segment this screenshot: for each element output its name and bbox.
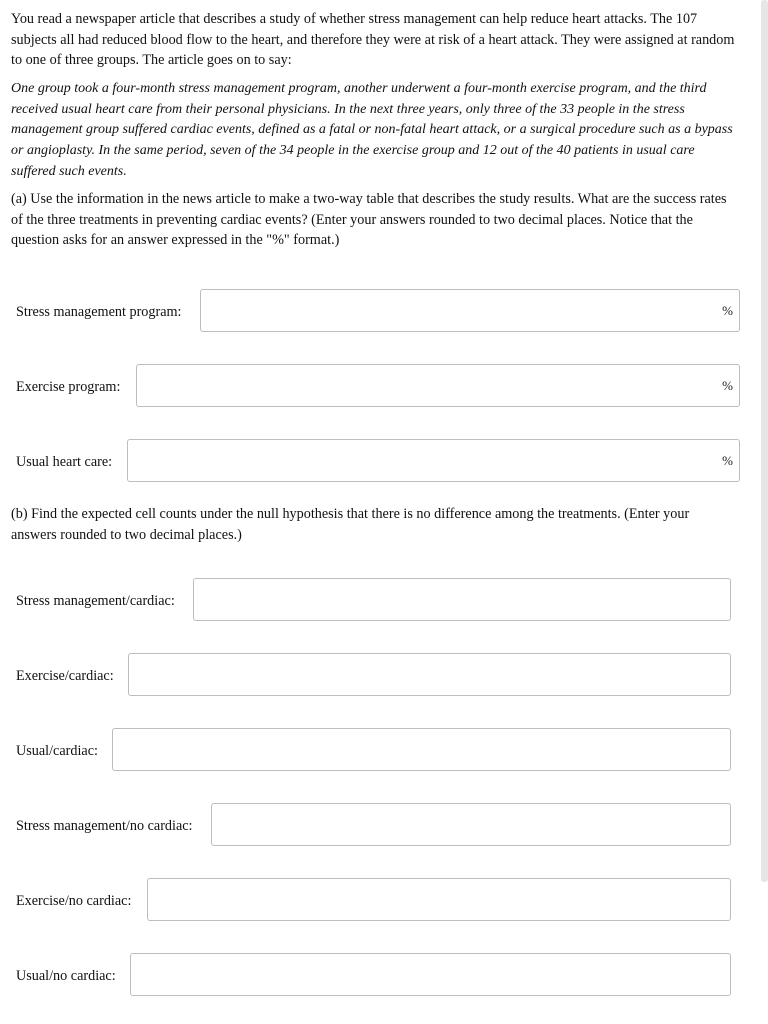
stress-no-cardiac-label: Stress management/no cardiac:	[16, 818, 193, 834]
article-quote: One group took a four-month stress management program, another underwent a four-month exercise program, and the third received usual heart care from their personal physicians. In the next three years, only three of the 33 people in the stress management group suffered cardiac events, defined as a fatal or non-fatal heart attack, or a surgical procedure such as a bypass or angioplasty. In the same period, seven of the 34 people in the exercise group and 12 out of the 40 patients in usual care suffered such events.	[11, 81, 733, 179]
part-a-prompt: (a) Use the information in the news article to make a two-way table that describes the study results. What are the success rates of the three treatments in preventing cardiac events? (Enter your answers rounded to two decimal places. Notice that the question asks for an answer expressed in the "%" format.)	[11, 191, 727, 248]
exercise-cardiac-label: Exercise/cardiac:	[16, 668, 114, 684]
usual-heart-care-input[interactable]	[128, 440, 711, 481]
usual-no-cardiac-label: Usual/no cardiac:	[16, 968, 116, 984]
percent-unit: %	[722, 378, 733, 393]
usual-no-cardiac-field[interactable]	[130, 953, 731, 996]
usual-heart-care-label: Usual heart care:	[16, 454, 113, 470]
exercise-no-cardiac-input[interactable]	[148, 879, 730, 920]
usual-cardiac-input[interactable]	[113, 729, 730, 770]
stress-no-cardiac-field[interactable]	[211, 803, 731, 846]
question-intro: You read a newspaper article that describes a study of whether stress management can help reduce heart attacks. The 107 subjects all had reduced blood flow to the heart, and therefore they were at risk of a heart attack. They were assigned at random to one of three groups. The article goes on to say:	[11, 11, 735, 68]
percent-unit: %	[722, 453, 733, 468]
stress-cardiac-input[interactable]	[194, 579, 730, 620]
exercise-program-label: Exercise program:	[16, 379, 121, 395]
exercise-cardiac-input[interactable]	[129, 654, 730, 695]
usual-cardiac-label: Usual/cardiac:	[16, 743, 98, 759]
exercise-no-cardiac-field[interactable]	[147, 878, 731, 921]
usual-cardiac-field[interactable]	[112, 728, 731, 771]
stress-no-cardiac-input[interactable]	[212, 804, 730, 845]
percent-unit: %	[722, 303, 733, 318]
stress-management-program-field[interactable]	[200, 289, 740, 332]
page-scrollbar[interactable]	[761, 0, 768, 882]
exercise-program-field[interactable]	[136, 364, 740, 407]
stress-cardiac-field[interactable]	[193, 578, 731, 621]
usual-heart-care-field[interactable]	[127, 439, 740, 482]
stress-management-program-input[interactable]	[201, 290, 711, 331]
exercise-no-cardiac-label: Exercise/no cardiac:	[16, 893, 132, 909]
usual-no-cardiac-input[interactable]	[131, 954, 730, 995]
exercise-program-input[interactable]	[137, 365, 711, 406]
stress-cardiac-label: Stress management/cardiac:	[16, 593, 175, 609]
stress-management-program-label: Stress management program:	[16, 304, 182, 320]
exercise-cardiac-field[interactable]	[128, 653, 731, 696]
part-b-prompt: (b) Find the expected cell counts under the null hypothesis that there is no difference among the treatments. (Enter your answers rounded to two decimal places.)	[11, 506, 690, 543]
